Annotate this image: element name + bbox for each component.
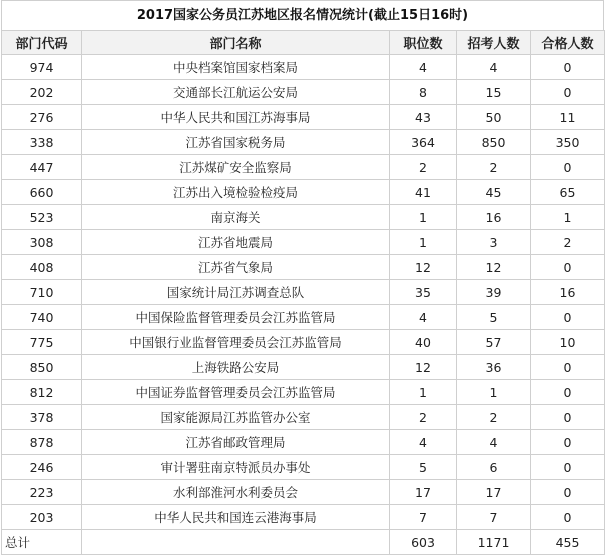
cell-dept-name: 中华人民共和国连云港海事局 xyxy=(82,505,390,530)
cell-dept-code: 338 xyxy=(2,130,82,155)
cell-recruits: 5 xyxy=(457,305,531,330)
cell-recruits: 57 xyxy=(457,330,531,355)
cell-recruits: 2 xyxy=(457,155,531,180)
cell-dept-code: 710 xyxy=(2,280,82,305)
cell-dept-code: 223 xyxy=(2,480,82,505)
total-row xyxy=(2,530,605,555)
cell-dept-code: 408 xyxy=(2,255,82,280)
table-title: 2017国家公务员江苏地区报名情况统计(截止15日16时) xyxy=(1,0,604,30)
cell-dept-code: 202 xyxy=(2,80,82,105)
cell-recruits: 17 xyxy=(457,480,531,505)
cell-dept-name: 江苏出入境检验检疫局 xyxy=(82,180,390,205)
cell-recruits: 1 xyxy=(457,380,531,405)
cell-dept-name: 江苏省国家税务局 xyxy=(82,130,390,155)
cell-recruits: 45 xyxy=(457,180,531,205)
cell-recruits: 12 xyxy=(457,255,531,280)
cell-positions: 12 xyxy=(390,255,457,280)
cell-dept-name: 水利部淮河水利委员会 xyxy=(82,480,390,505)
table-row xyxy=(2,405,605,430)
header-row xyxy=(2,31,605,55)
cell-positions: 1 xyxy=(390,205,457,230)
table-row xyxy=(2,55,605,80)
cell-positions: 2 xyxy=(390,405,457,430)
table-row xyxy=(2,230,605,255)
cell-positions: 5 xyxy=(390,455,457,480)
cell-dept-name: 江苏煤矿安全监察局 xyxy=(82,155,390,180)
cell-qualified: 0 xyxy=(531,305,605,330)
cell-dept-name: 审计署驻南京特派员办事处 xyxy=(82,455,390,480)
header-dept-name: 部门名称 xyxy=(82,31,390,55)
total-name xyxy=(82,530,390,555)
table-row xyxy=(2,330,605,355)
cell-dept-name: 中央档案馆国家档案局 xyxy=(82,55,390,80)
table-row xyxy=(2,480,605,505)
cell-dept-code: 203 xyxy=(2,505,82,530)
cell-dept-name: 上海铁路公安局 xyxy=(82,355,390,380)
cell-positions: 2 xyxy=(390,155,457,180)
total-qualified: 455 xyxy=(531,530,605,555)
table-row xyxy=(2,105,605,130)
cell-qualified: 16 xyxy=(531,280,605,305)
cell-dept-name: 江苏省邮政管理局 xyxy=(82,430,390,455)
cell-dept-code: 308 xyxy=(2,230,82,255)
cell-positions: 4 xyxy=(390,305,457,330)
cell-dept-code: 850 xyxy=(2,355,82,380)
cell-qualified: 0 xyxy=(531,155,605,180)
cell-dept-code: 246 xyxy=(2,455,82,480)
cell-recruits: 50 xyxy=(457,105,531,130)
total-positions: 603 xyxy=(390,530,457,555)
cell-recruits: 15 xyxy=(457,80,531,105)
cell-qualified: 0 xyxy=(531,55,605,80)
cell-recruits: 36 xyxy=(457,355,531,380)
header-dept-code: 部门代码 xyxy=(2,31,82,55)
cell-dept-code: 775 xyxy=(2,330,82,355)
cell-dept-code: 447 xyxy=(2,155,82,180)
cell-qualified: 0 xyxy=(531,405,605,430)
cell-recruits: 6 xyxy=(457,455,531,480)
table-row xyxy=(2,80,605,105)
cell-recruits: 16 xyxy=(457,205,531,230)
cell-recruits: 3 xyxy=(457,230,531,255)
cell-dept-name: 中国银行业监督管理委员会江苏监管局 xyxy=(82,330,390,355)
cell-qualified: 11 xyxy=(531,105,605,130)
cell-qualified: 0 xyxy=(531,355,605,380)
cell-dept-name: 中国证券监督管理委员会江苏监管局 xyxy=(82,380,390,405)
cell-dept-code: 878 xyxy=(2,430,82,455)
cell-recruits: 850 xyxy=(457,130,531,155)
cell-dept-name: 南京海关 xyxy=(82,205,390,230)
cell-recruits: 4 xyxy=(457,430,531,455)
cell-dept-code: 974 xyxy=(2,55,82,80)
cell-positions: 35 xyxy=(390,280,457,305)
cell-qualified: 350 xyxy=(531,130,605,155)
cell-dept-name: 江苏省气象局 xyxy=(82,255,390,280)
table-row xyxy=(2,255,605,280)
header-positions: 职位数 xyxy=(390,31,457,55)
table-row xyxy=(2,505,605,530)
cell-dept-code: 276 xyxy=(2,105,82,130)
total-label: 总计 xyxy=(2,530,82,555)
cell-qualified: 0 xyxy=(531,455,605,480)
cell-positions: 43 xyxy=(390,105,457,130)
cell-qualified: 2 xyxy=(531,230,605,255)
cell-qualified: 1 xyxy=(531,205,605,230)
cell-dept-name: 交通部长江航运公安局 xyxy=(82,80,390,105)
table-row xyxy=(2,380,605,405)
total-recruits: 1171 xyxy=(457,530,531,555)
table-row xyxy=(2,430,605,455)
cell-dept-name: 江苏省地震局 xyxy=(82,230,390,255)
cell-recruits: 2 xyxy=(457,405,531,430)
cell-positions: 4 xyxy=(390,430,457,455)
table-row xyxy=(2,280,605,305)
registration-table xyxy=(1,30,605,555)
cell-dept-code: 740 xyxy=(2,305,82,330)
cell-dept-name: 国家能源局江苏监管办公室 xyxy=(82,405,390,430)
cell-dept-code: 660 xyxy=(2,180,82,205)
cell-qualified: 10 xyxy=(531,330,605,355)
table-body xyxy=(2,55,605,530)
table-row xyxy=(2,155,605,180)
cell-positions: 12 xyxy=(390,355,457,380)
cell-positions: 364 xyxy=(390,130,457,155)
cell-positions: 17 xyxy=(390,480,457,505)
header-qualified: 合格人数 xyxy=(531,31,605,55)
cell-positions: 1 xyxy=(390,230,457,255)
table-row xyxy=(2,205,605,230)
table-row xyxy=(2,305,605,330)
table-row xyxy=(2,180,605,205)
cell-positions: 7 xyxy=(390,505,457,530)
cell-positions: 8 xyxy=(390,80,457,105)
cell-recruits: 39 xyxy=(457,280,531,305)
cell-qualified: 0 xyxy=(531,480,605,505)
cell-qualified: 65 xyxy=(531,180,605,205)
cell-positions: 41 xyxy=(390,180,457,205)
table-row xyxy=(2,355,605,380)
cell-dept-name: 中国保险监督管理委员会江苏监管局 xyxy=(82,305,390,330)
cell-positions: 4 xyxy=(390,55,457,80)
cell-positions: 1 xyxy=(390,380,457,405)
table-row xyxy=(2,455,605,480)
cell-recruits: 7 xyxy=(457,505,531,530)
cell-dept-code: 523 xyxy=(2,205,82,230)
cell-dept-code: 378 xyxy=(2,405,82,430)
cell-qualified: 0 xyxy=(531,430,605,455)
cell-qualified: 0 xyxy=(531,505,605,530)
stats-table-container xyxy=(1,0,604,555)
header-recruits: 招考人数 xyxy=(457,31,531,55)
cell-recruits: 4 xyxy=(457,55,531,80)
cell-qualified: 0 xyxy=(531,80,605,105)
cell-qualified: 0 xyxy=(531,255,605,280)
cell-positions: 40 xyxy=(390,330,457,355)
cell-dept-name: 中华人民共和国江苏海事局 xyxy=(82,105,390,130)
cell-qualified: 0 xyxy=(531,380,605,405)
cell-dept-code: 812 xyxy=(2,380,82,405)
cell-dept-name: 国家统计局江苏调查总队 xyxy=(82,280,390,305)
table-row xyxy=(2,130,605,155)
